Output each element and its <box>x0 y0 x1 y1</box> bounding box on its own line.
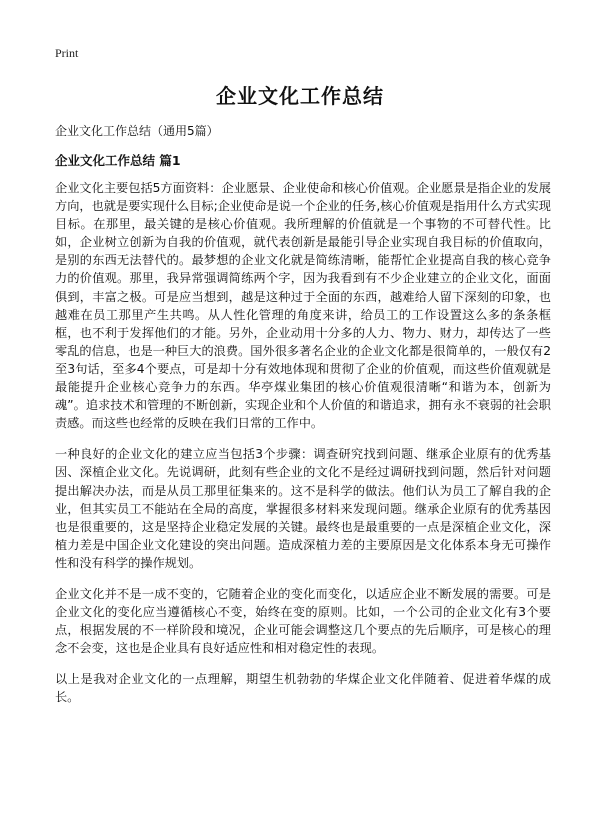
document-subtitle: 企业文化工作总结（通用5篇） <box>55 124 219 138</box>
paragraph-3: 企业文化并不是一成不变的，它随着企业的变化而变化，以适应企业不断发展的需要。可是企业文化的变化应当遵循核心不变，始终在变的原则。比如，一个公司的企业文化有3个要点，根据发展的不一样阶段和境况，企业可能会调整这几个要点的先后顺序，可是核心的理念不会变，这也是企业具有良好适应性和相对稳定性的表现。 <box>55 586 551 656</box>
page-title: 企业文化工作总结 <box>216 84 384 108</box>
paragraph-4: 以上是我对企业文化的一点理解，期望生机勃勃的华煤企业文化伴随着、促进着华煤的成长。 <box>55 672 551 705</box>
paragraph-2: 一种良好的企业文化的建立应当包括3个步骤：调查研究找到问题、继承企业原有的优秀基因、深植企业文化。先说调研，此刻有些企业的文化不是经过调研找到问题，然后针对问题提出解决办法，而是从员工那里征集来的。这不是科学的做法。他们认为员工了解自我的企业，但其实员工不能站在全局的高度，掌握很多材料来发现问题。继承企业原有的优秀基因也是很重要的，这是坚持企业稳定发展的关键。最终也是最重要的一点是深植企业文化，深植力差是中国企业文化建设的突出问题。造成深植力差的主要原因是文化体系本身无可操作性和没有科学的操作规划。 <box>55 447 551 570</box>
print-link[interactable]: Print <box>55 46 79 60</box>
article-body <box>55 179 551 720</box>
paragraph-1: 企业文化主要包括5方面资料：企业愿景、企业使命和核心价值观。企业愿景是指企业的发展方向，也就是要实现什么目标;企业使命是说一个企业的任务,核心价值观是指用什么方式实现目标。在那里，最关键的是核心价值观。我所理解的价值就是一个事物的不可替代性。比如，企业树立创新为自我的价值观，就代表创新是最能引导企业实现自我目标的价值取向，是别的东西无法替代的。最梦想的企业文化就是简练清晰，能帮忙企业提高自我的核心竞争力的价值观。那里，我异常强调简练两个字，因为我看到有不少企业建立的企业文化，面面俱到，丰富之极。可是应当想到，越是这种过于全面的东西，越难给人留下深刻的印象，也越难在员工那里产生共鸣。从人性化管理的角度来讲，给员工的工作设置这么多的条条框框，也不利于发挥他们的才能。另外，企业动用十分多的人力、物力、财力，却传达了一些零乱的信息，也是一种巨大的浪费。国外很多著名企业的企业文化都是很简单的，一般仅有2至3句话，至多4个要点，可是却十分有效地体现和贯彻了企业的价值观，而这些价值观就是最能提升企业核心竞争力的东西。华亭煤业集团的核心价值观很清晰“和谐为本，创新为魂”。追求技术和管理的不断创新，实现企业和个人价值的和谐追求，拥有永不衰弱的社会职责感。而这些也经常的反映在我们日常的工作中。 <box>55 181 551 431</box>
section-heading: 企业文化工作总结 篇1 <box>55 153 181 168</box>
